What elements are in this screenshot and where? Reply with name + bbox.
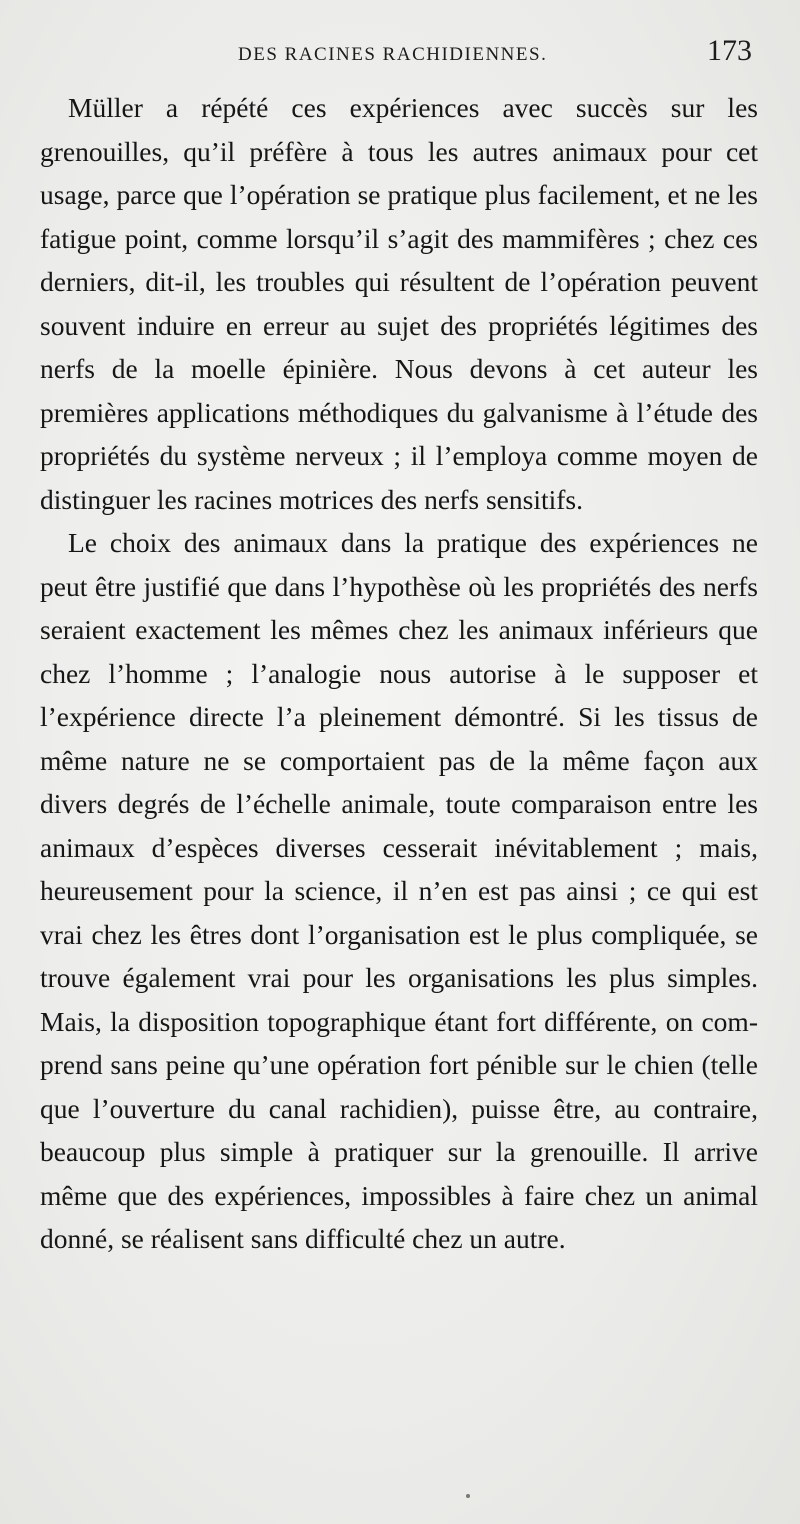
page-number: 173 — [707, 34, 752, 67]
body-text — [40, 86, 758, 1261]
running-title: DES RACINES RACHIDIENNES. — [238, 44, 548, 65]
ink-speck — [466, 1494, 470, 1498]
paragraph-1: Müller a répété ces expériences avec succès sur les grenouilles, qu’il préfère à tous les autres animaux pour cet usage, parce que l’opération se pratique plus facilement, et ne les fatigue point, comme lorsqu’il s’agit des mammifères ; chez ces derniers, dit-il, les troubles qui résultent de l’opération peuvent souvent induire en erreur au sujet des propriétés légitimes des nerfs de la moelle épinière. Nous devons à cet auteur les premières applications méthodiques du galvanisme à l’étude des propriétés du système nerveux ; il l’employa comme moyen de distinguer les racines motrices des nerfs sensitifs. — [40, 92, 758, 515]
paragraph-2: Le choix des animaux dans la pratique des expériences ne peut être justifié que dans l’hypothèse où les propriétés des nerfs seraient exactement les mêmes chez les animaux inférieurs que chez l’homme ; l’analogie nous autorise à le supposer et l’expérience directe l’a pleinement démontré. Si les tissus de même nature ne se comportaient pas de la même façon aux divers degrés de l’échelle animale, toute comparaison entre les animaux d’espèces diverses cesserait inévitablement ; mais, heureusement pour la science, il n’en est pas ainsi ; ce qui est vrai chez les êtres dont l’organisation est le plus compliquée, se trouve également vrai pour les organisations les plus simples. Mais, la disposition topographique étant fort différente, on comprend sans peine qu’une opération fort pénible sur le chien (telle que l’ouverture du canal rachidien), puisse être, au contraire, beaucoup plus simple à pratiquer sur la grenouille. Il arrive même que des expériences, impossibles à faire chez un animal donné, se réalisent sans difficulté chez un autre. — [40, 527, 758, 1254]
page-header — [0, 34, 800, 78]
